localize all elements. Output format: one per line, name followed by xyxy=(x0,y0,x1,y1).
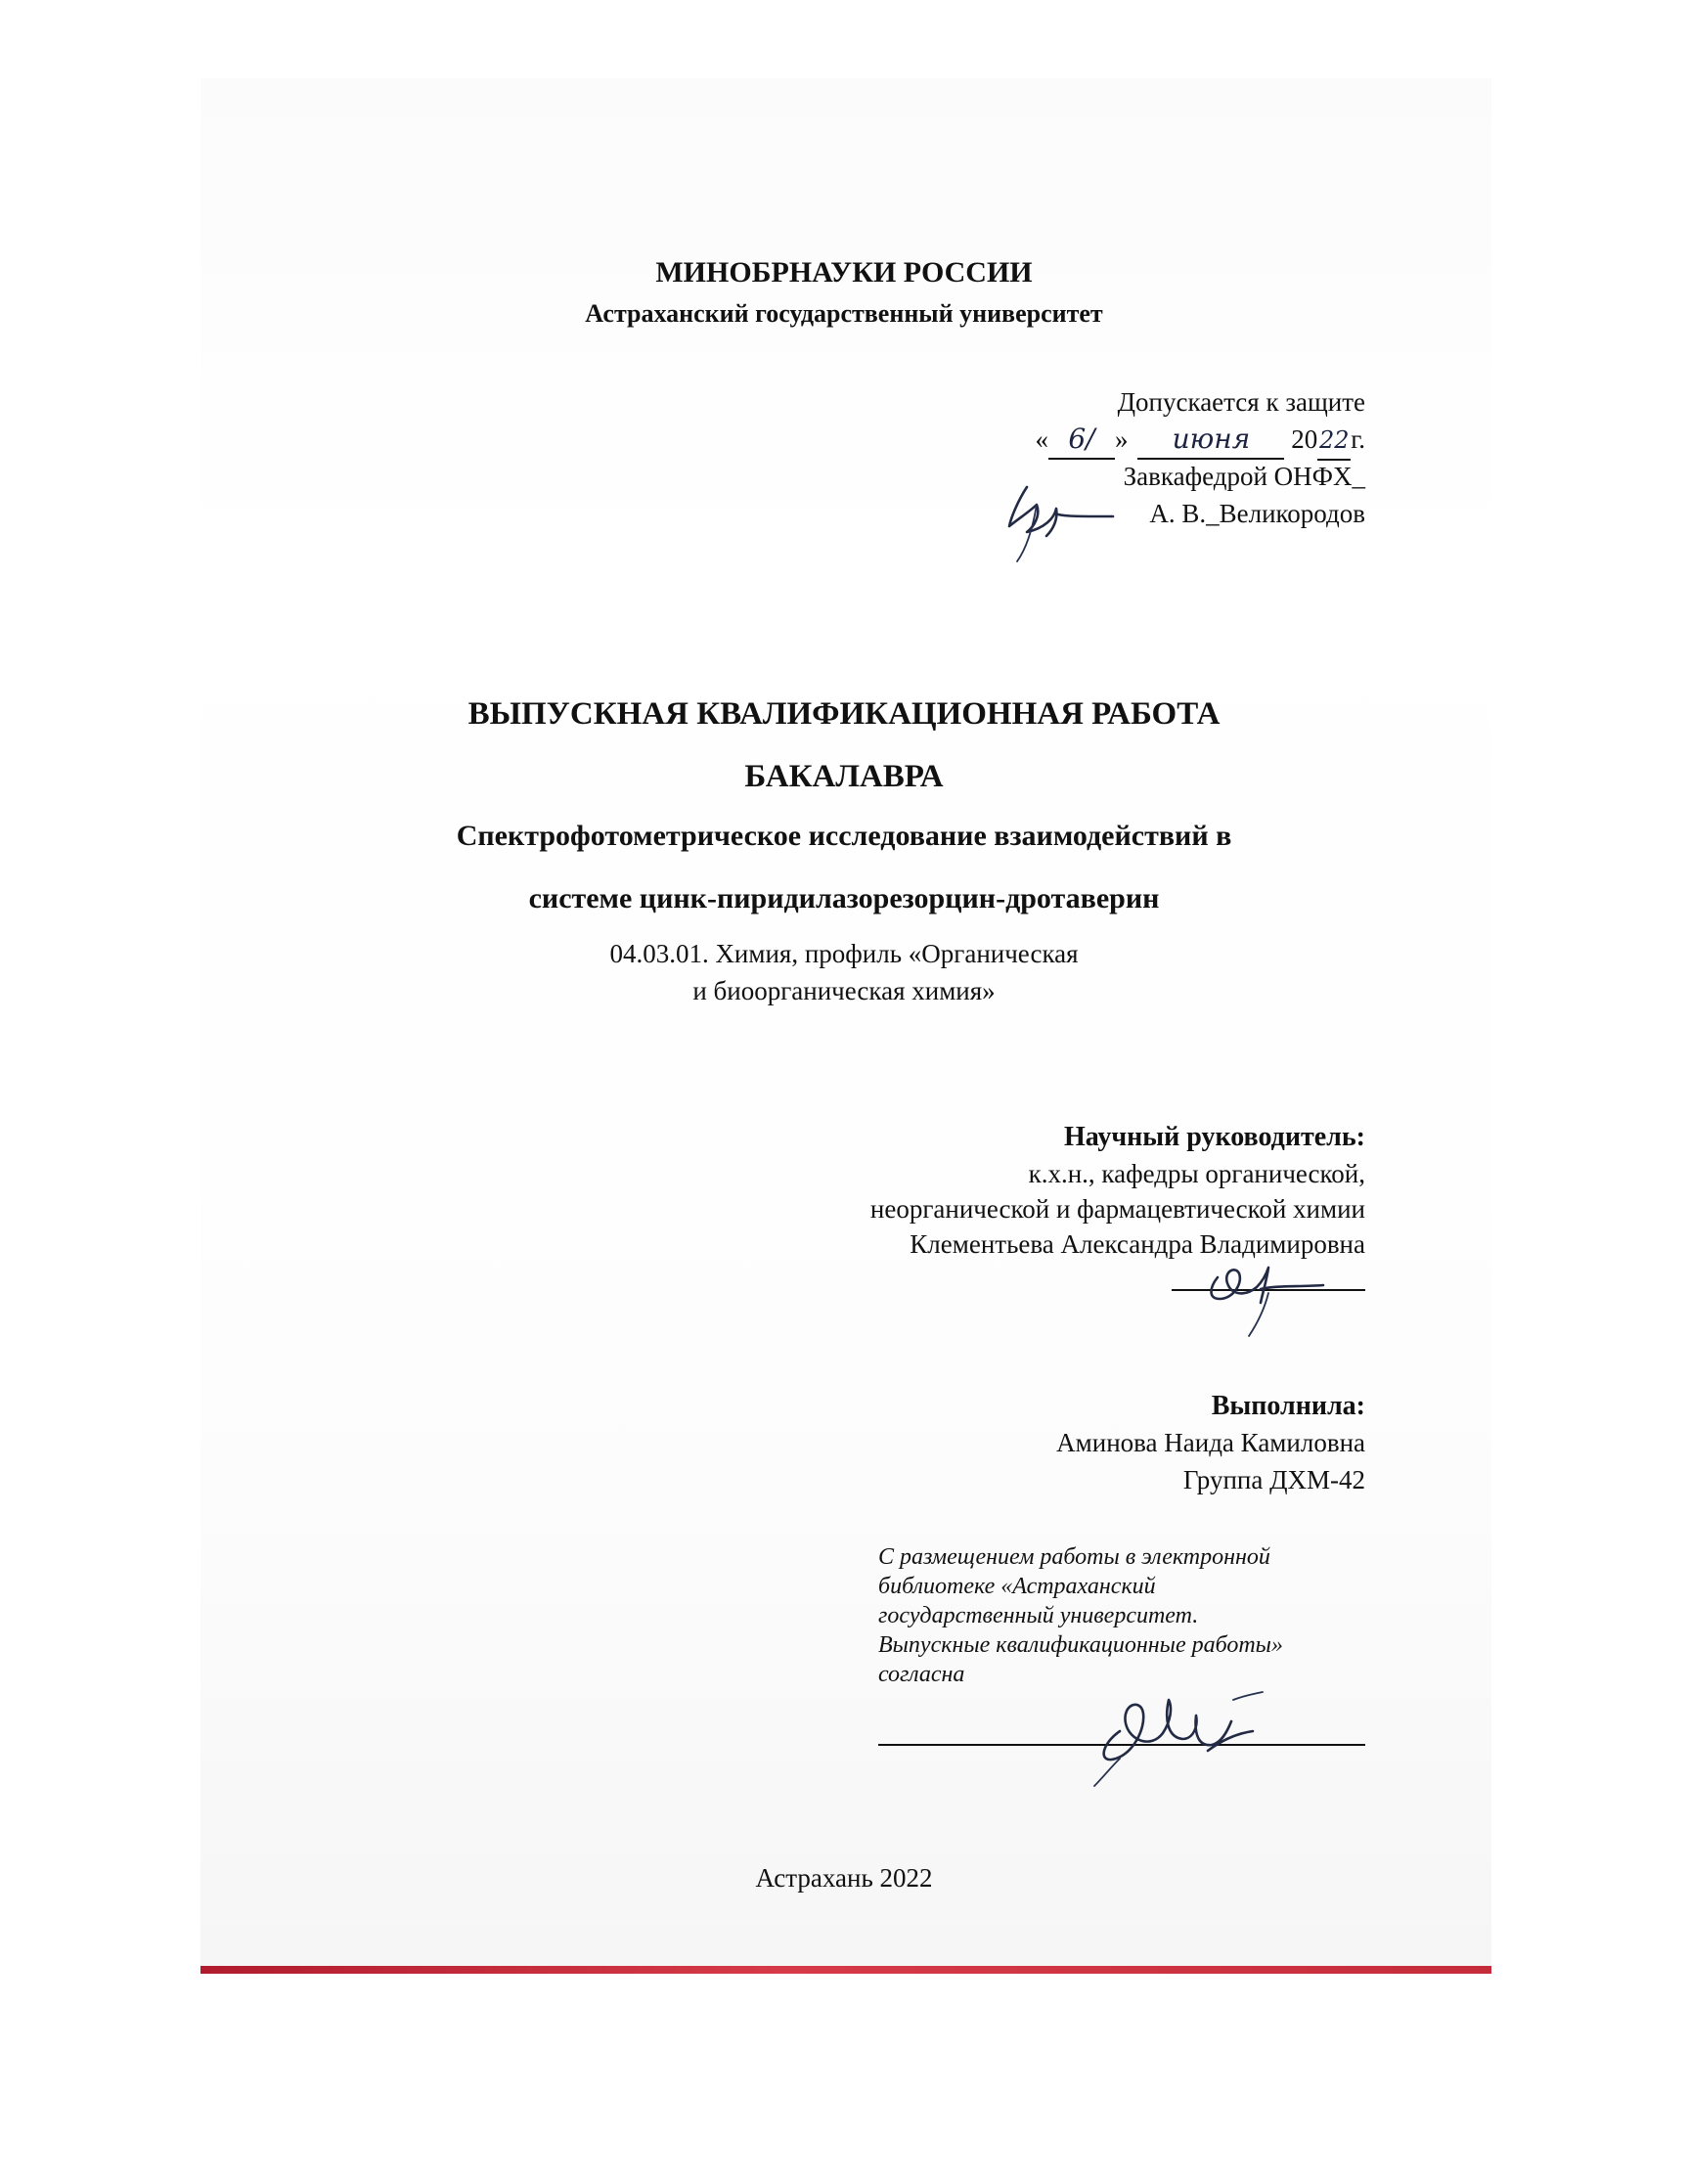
year-handwritten: 22 xyxy=(1318,426,1350,454)
work-type-line2: БАКАЛАВРА xyxy=(744,759,944,794)
approval-title: Допускается к защите xyxy=(1117,387,1365,417)
year-unit: г. xyxy=(1351,424,1365,454)
year-field xyxy=(1317,421,1351,461)
student-label: Выполнила: xyxy=(1211,1391,1365,1421)
supervisor-label: Научный руководитель: xyxy=(1064,1122,1365,1152)
student-group: Группа ДХМ-42 xyxy=(1182,1465,1365,1494)
approval-head: Завкафедрой ОНФХ_ xyxy=(1123,462,1365,491)
city-year: Астрахань 2022 xyxy=(755,1863,933,1893)
date-day-handwritten: 6/ xyxy=(1068,423,1095,455)
head-signature xyxy=(998,460,1134,567)
topic-line1: Спектрофотометрическое исследование взаимодействий в xyxy=(456,820,1232,852)
date-month-field xyxy=(1137,421,1284,460)
student-name: Аминова Наида Камиловна xyxy=(1056,1428,1365,1457)
date-month-handwritten: июня xyxy=(1172,423,1251,455)
supervisor-signature xyxy=(1188,1234,1335,1342)
consent-line4: Выпускные квалификационные работы» xyxy=(878,1632,1283,1658)
work-type-line1: ВЫПУСКНАЯ КВАЛИФИКАЦИОННАЯ РАБОТА xyxy=(467,696,1221,732)
specialty-line2: и биоорганическая химия» xyxy=(692,976,996,1005)
supervisor-department: неорганической и фармацевтической химии xyxy=(869,1194,1365,1224)
consent-line3: государственный университет. xyxy=(878,1603,1199,1628)
consent-line1: С размещением работы в электронной xyxy=(878,1544,1270,1570)
consent-line5: согласна xyxy=(878,1662,965,1687)
date-day-field xyxy=(1048,421,1115,460)
supervisor-degree: к.х.н., кафедры органической, xyxy=(1028,1159,1365,1188)
topic-line2: системе цинк-пиридилазорезорцин-дротаверин xyxy=(528,882,1160,914)
ministry-name: МИНОБРНАУКИ РОССИИ xyxy=(655,256,1033,289)
date-close-quote: » xyxy=(1114,424,1129,454)
approval-date-line xyxy=(778,421,1365,461)
paper-red-edge xyxy=(200,1966,1491,1974)
student-signature xyxy=(1061,1643,1266,1790)
specialty-line1: 04.03.01. Химия, профиль «Органическая xyxy=(609,939,1079,968)
year-prefix: 20 xyxy=(1291,424,1318,454)
date-open-quote: « xyxy=(1035,424,1048,454)
consent-line2: библиотеке «Астраханский xyxy=(878,1574,1156,1599)
approval-name: А. В._Великородов xyxy=(1149,499,1365,528)
supervisor-name: Клементьева Александра Владимировна xyxy=(910,1229,1365,1259)
university-name: Астраханский государственный университет xyxy=(585,299,1103,328)
